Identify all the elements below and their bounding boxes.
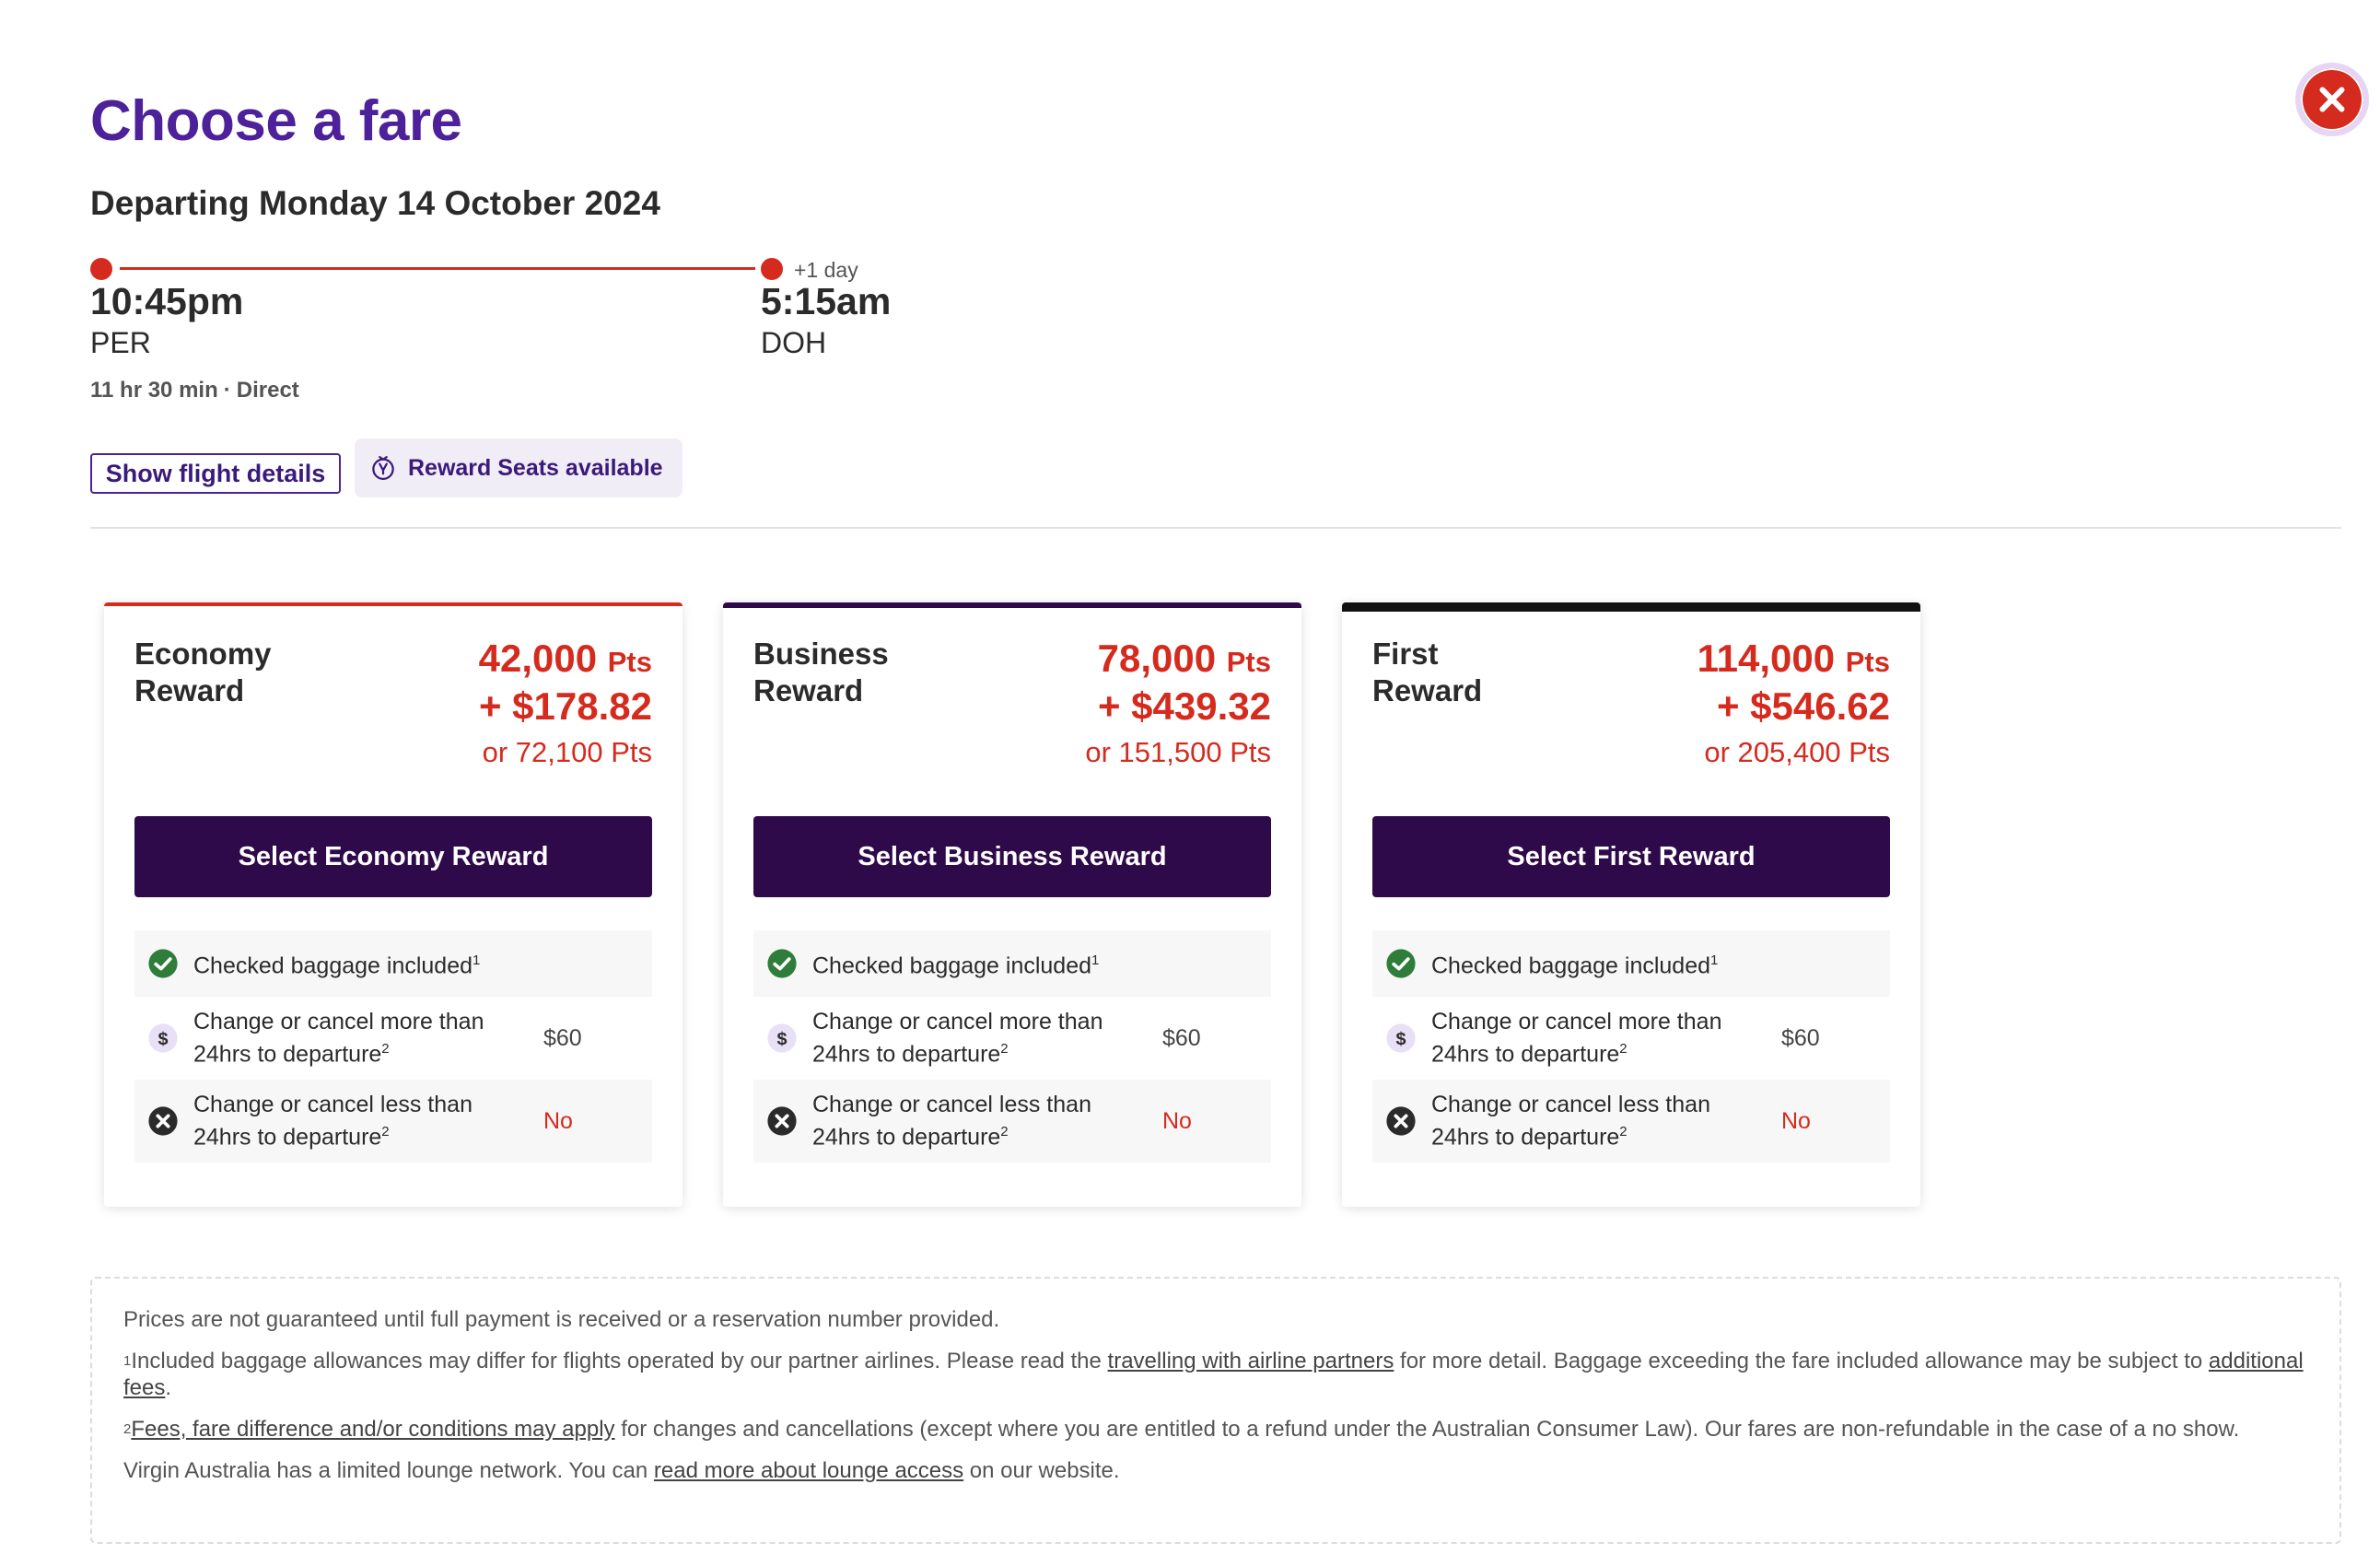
feature-row-baggage <box>134 930 652 997</box>
note-lounge <box>123 1457 2308 1484</box>
fare-card-top-border <box>1342 602 1920 612</box>
close-button[interactable] <box>2295 63 2369 136</box>
departure-dot <box>90 258 112 280</box>
duration-separator: · <box>223 378 231 403</box>
feature-label-line1: Change or cancel less than <box>1431 1091 1710 1117</box>
arrival-dot <box>761 258 783 280</box>
points-value: 78,000 <box>1097 637 1217 680</box>
cross-icon <box>147 1105 179 1137</box>
points-value: 114,000 <box>1697 637 1836 680</box>
feature-text <box>1431 947 1781 979</box>
note-text: on our website. <box>963 1458 1120 1483</box>
fare-points <box>1698 637 1890 684</box>
note-text: Virgin Australia has a limited lounge network. You can <box>123 1458 654 1483</box>
footnote-number: 1 <box>123 1353 132 1369</box>
feature-text <box>812 1092 1162 1151</box>
feature-label-line2: 24hrs to departure <box>1431 1124 1620 1151</box>
check-icon <box>147 948 179 979</box>
svg-text:$: $ <box>776 1029 788 1050</box>
feature-label: Checked baggage included <box>812 952 1092 979</box>
feature-row-change-more-24h <box>753 997 1271 1080</box>
feature-label-line1: Change or cancel more than <box>812 1008 1103 1034</box>
fare-card-top-border <box>723 602 1301 608</box>
feature-text <box>812 1009 1162 1068</box>
footnote-ref: 2 <box>381 1040 390 1057</box>
fare-name-line1: First <box>1372 637 1439 671</box>
feature-value: No <box>543 1107 573 1134</box>
feature-label-line1: Change or cancel less than <box>812 1091 1091 1117</box>
feature-text <box>193 1092 543 1151</box>
points-unit: Pts <box>607 646 652 678</box>
close-icon <box>2316 83 2349 116</box>
footnote-ref: 2 <box>1619 1123 1628 1139</box>
fare-name-line2: Reward <box>1372 673 1483 707</box>
fare-name-line2: Reward <box>753 673 864 707</box>
feature-value: No <box>1781 1107 1811 1134</box>
feature-label-line2: 24hrs to departure <box>812 1041 1001 1068</box>
cross-icon <box>1385 1105 1417 1137</box>
feature-row-change-more-24h <box>134 997 652 1080</box>
feature-label-line2: 24hrs to departure <box>1431 1041 1620 1068</box>
arrival-day-offset: +1 day <box>794 258 858 282</box>
fare-notes <box>90 1277 2341 1544</box>
fare-name-line1: Business <box>753 637 889 671</box>
feature-value: No <box>1162 1107 1192 1134</box>
fare-name <box>134 636 365 709</box>
travelling-with-airline-partners-link[interactable]: travelling with airline partners <box>1107 1349 1394 1373</box>
additional-fees-link[interactable]: additional fees <box>123 1349 2304 1400</box>
fare-price <box>479 637 652 776</box>
feature-label-line2: 24hrs to departure <box>812 1124 1001 1151</box>
departure-time: 10:45pm <box>90 280 244 322</box>
select-first-reward-button[interactable]: Select First Reward <box>1372 816 1890 897</box>
feature-label-line1: Change or cancel more than <box>1431 1008 1722 1034</box>
feature-text <box>812 947 1162 979</box>
page-title: Choose a fare <box>90 89 462 153</box>
feature-row-change-less-24h <box>753 1080 1271 1163</box>
dollar-icon <box>147 1023 179 1054</box>
feature-row-change-more-24h <box>1372 997 1890 1080</box>
feature-row-change-less-24h <box>1372 1080 1890 1163</box>
feature-text <box>1431 1009 1781 1068</box>
departure-date: Departing Monday 14 October 2024 <box>90 184 660 222</box>
points-unit: Pts <box>1226 646 1271 678</box>
footnote-ref: 2 <box>1619 1040 1628 1057</box>
reward-seats-label: Reward Seats available <box>408 454 663 481</box>
note-baggage <box>123 1348 2308 1401</box>
feature-label-line2: 24hrs to departure <box>193 1041 382 1068</box>
fare-price <box>1698 637 1890 776</box>
feature-value: $60 <box>1162 1024 1201 1051</box>
arrival-time: 5:15am <box>761 280 892 322</box>
cross-icon <box>766 1105 798 1137</box>
fare-name-line2: Reward <box>134 673 245 707</box>
note-prices: Prices are not guaranteed until full payment is received or a reservation number provided. <box>123 1307 1000 1332</box>
show-flight-details-button[interactable]: Show flight details <box>90 453 341 494</box>
fare-points <box>1085 637 1271 684</box>
stops-text: Direct <box>236 378 299 403</box>
fare-name <box>753 636 984 709</box>
dollar-icon <box>1385 1023 1417 1054</box>
select-business-reward-button[interactable]: Select Business Reward <box>753 816 1271 897</box>
points-unit: Pts <box>1845 646 1890 678</box>
arrival-airport: DOH <box>761 326 827 359</box>
fare-name <box>1372 636 1603 709</box>
fees-conditions-link[interactable]: Fees, fare difference and/or conditions may apply <box>131 1417 615 1442</box>
fare-alt-points: or 151,500 Pts <box>1085 736 1271 768</box>
fare-cash: + $178.82 <box>478 684 652 728</box>
footnote-ref: 1 <box>472 952 481 969</box>
fare-card-business <box>723 602 1301 1207</box>
feature-label: Checked baggage included <box>1431 952 1711 979</box>
footnote-number: 2 <box>123 1421 132 1437</box>
feature-row-change-less-24h <box>134 1080 652 1163</box>
footnote-ref: 2 <box>1000 1040 1009 1057</box>
reward-seats-badge <box>355 438 682 497</box>
flight-duration <box>90 378 299 403</box>
fare-points <box>479 637 652 684</box>
feature-label-line2: 24hrs to departure <box>193 1124 382 1151</box>
note-text: . <box>165 1375 172 1400</box>
feature-text <box>193 1009 543 1068</box>
reward-seat-icon <box>369 454 397 482</box>
feature-text <box>1431 1092 1781 1151</box>
feature-row-baggage <box>753 930 1271 997</box>
note-text: for more detail. Baggage exceeding the fare included allowance may be subject to <box>1394 1349 2209 1373</box>
footnote-ref: 1 <box>1091 952 1100 969</box>
duration-text: 11 hr 30 min <box>90 378 218 403</box>
fare-name-line1: Economy <box>134 637 272 671</box>
points-value: 42,000 <box>478 637 598 680</box>
note-text: for changes and cancellations (except where you are entitled to a refund under the Australian Consumer Law). Our fares are non-refundable in the case of a no show. <box>614 1417 2240 1442</box>
dollar-icon <box>766 1023 798 1054</box>
flight-timeline-line <box>120 267 755 270</box>
footnote-ref: 2 <box>1000 1123 1009 1139</box>
fare-card-top-border <box>104 602 682 606</box>
check-icon <box>766 948 798 979</box>
lounge-access-link[interactable]: read more about lounge access <box>653 1458 964 1483</box>
section-divider <box>90 527 2341 529</box>
fare-cash: + $439.32 <box>1097 684 1271 728</box>
departure-airport: PER <box>90 326 151 359</box>
feature-label: Checked baggage included <box>193 952 473 979</box>
fare-card-first <box>1342 602 1920 1207</box>
svg-text:$: $ <box>1395 1029 1406 1050</box>
footnote-ref: 2 <box>381 1123 390 1139</box>
footnote-ref: 1 <box>1710 952 1719 969</box>
feature-value: $60 <box>1781 1024 1820 1051</box>
svg-text:$: $ <box>158 1029 169 1050</box>
feature-text <box>193 947 543 979</box>
check-icon <box>1385 948 1417 979</box>
feature-value: $60 <box>543 1024 582 1051</box>
fare-card-economy <box>104 602 682 1207</box>
note-text: Included baggage allowances may differ for flights operated by our partner airlines. Please read the <box>131 1349 1108 1373</box>
fare-cash: + $546.62 <box>1716 684 1890 728</box>
feature-label-line1: Change or cancel more than <box>193 1008 484 1034</box>
fare-alt-points: or 205,400 Pts <box>1704 736 1890 768</box>
fare-alt-points: or 72,100 Pts <box>482 736 652 768</box>
feature-row-baggage <box>1372 930 1890 997</box>
feature-label-line1: Change or cancel less than <box>193 1091 472 1117</box>
select-economy-reward-button[interactable]: Select Economy Reward <box>134 816 652 897</box>
note-fees <box>123 1416 2308 1443</box>
fare-price <box>1085 637 1271 776</box>
